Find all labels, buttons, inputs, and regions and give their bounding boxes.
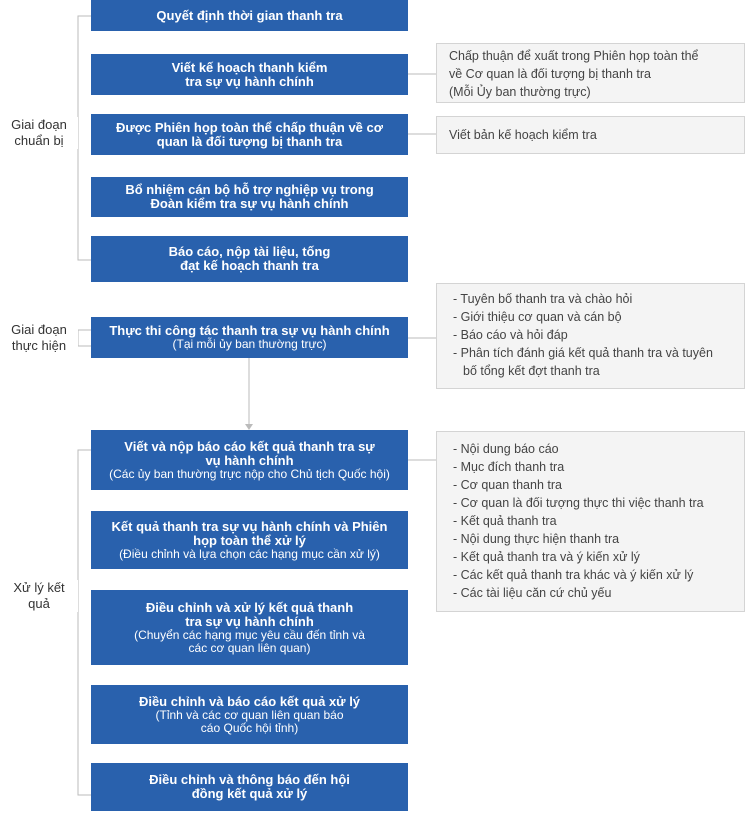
phase-label-results: Xử lý kết quả [0,580,78,612]
step-box-1: Quyết định thời gian thanh tra [91,0,408,31]
step-box-6: Thực thi công tác thanh tra sự vụ hành chính (Tại mỗi ủy ban thường trực) [91,317,408,358]
step-box-5: Báo cáo, nộp tài liệu, tống đạt kế hoạch thanh tra [91,236,408,282]
bracket-preparation [78,16,91,260]
step-box-9: Điều chỉnh và xử lý kết quả thanh tra sự vụ hành chính (Chuyển các hạng mục yêu cầu đến tỉnh và các cơ quan liên quan) [91,590,408,665]
note-box-plan: Viết bản kế hoạch kiểm tra [436,116,745,154]
phase-label-preparation: Giai đoạn chuẩn bị [0,117,78,149]
step-box-7: Viết và nộp báo cáo kết quả thanh tra sự vụ hành chính (Các ủy ban thường trực nộp cho Chủ tịch Quốc hội) [91,430,408,490]
phase-label-execution: Giai đoạn thực hiện [0,322,78,354]
step-box-4: Bổ nhiệm cán bộ hỗ trợ nghiệp vụ trong Đoàn kiểm tra sự vụ hành chính [91,177,408,217]
note-box-report-contents: - Nội dung báo cáo - Mục đích thanh tra - Cơ quan thanh tra - Cơ quan là đối tượng thực thi việc thanh tra - Kết quả thanh tra - Nội dung thực hiện thanh tra - Kết quả thanh tra và ý kiến xử lý - Các kết quả thanh tra khác và ý kiến xử lý - Các tài liệu căn cứ chủ yếu [436,431,745,612]
bracket-results [78,450,91,795]
note-box-execution: - Tuyên bố thanh tra và chào hỏi - Giới thiệu cơ quan và cán bộ - Báo cáo và hỏi đáp - Phân tích đánh giá kết quả thanh tra và tuyên bố tổng kết đợt thanh tra [436,283,745,389]
bracket-execution [78,330,91,346]
step-box-10: Điều chỉnh và báo cáo kết quả xử lý (Tỉnh và các cơ quan liên quan báo cáo Quốc hội tỉnh) [91,685,408,744]
step-box-3: Được Phiên họp toàn thể chấp thuận về cơ quan là đối tượng bị thanh tra [91,114,408,155]
step-box-11: Điều chỉnh và thông báo đến hội đồng kết quả xử lý [91,763,408,811]
note-box-approval: Chấp thuận để xuất trong Phiên họp toàn thể về Cơ quan là đối tượng bị thanh tra (Mỗi Ủy ban thường trực) [436,43,745,103]
step-box-8: Kết quả thanh tra sự vụ hành chính và Phiên họp toàn thể xử lý (Điều chỉnh và lựa chọn các hạng mục cần xử lý) [91,511,408,569]
step-box-2: Viết kế hoạch thanh kiểm tra sự vụ hành chính [91,54,408,95]
